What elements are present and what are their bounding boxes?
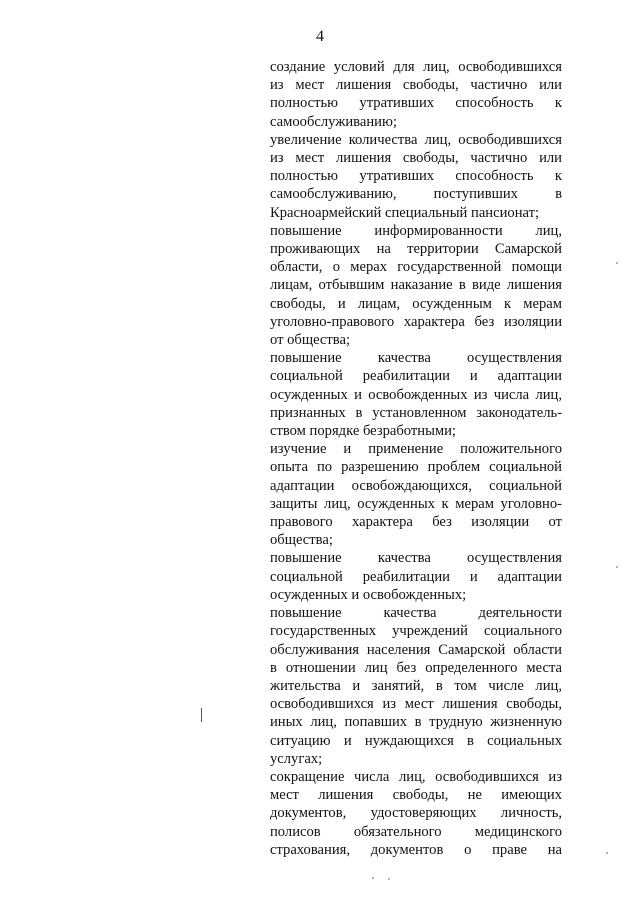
text-line: государственных учреждений социального [270,623,562,640]
text-line: лицам, отбывшим наказание в виде лишения [270,277,562,294]
text-line: изучение и применение положительного [270,441,562,458]
text-line: самообслуживанию; [270,113,397,130]
text-line: правового характера без изоляции от [270,514,562,531]
text-line: жительства и занятий, в том числе лиц, [270,677,562,694]
scan-speck [616,262,618,264]
scan-speck [388,878,390,880]
text-line: опыта по разрешению проблем социальной [270,459,562,476]
text-line: социальной реабилитации и адаптации [270,368,562,385]
text-line: ситуацию и нуждающихся в социальных [270,732,562,749]
text-line: осужденных и освобожденных из числа лиц, [270,386,562,403]
text-line: повышение информированности лиц, [270,222,562,239]
text-line: проживающих на территории Самарской [270,241,562,258]
scan-speck [372,877,374,879]
text-line: в отношении лиц без определенного места [270,659,562,676]
text-line: сокращение числа лиц, освободившихся из [270,768,562,785]
text-line: адаптации освобождающихся, социальной [270,477,562,494]
text-line: иных лиц, попавших в трудную жизненную [270,714,562,731]
text-line: полисов обязательного медицинского [270,823,562,840]
text-line: обслуживания населения Самарской области [270,641,562,658]
text-line: от общества; [270,332,351,349]
text-line: из мест лишения свободы, частично или [270,77,562,94]
scan-speck [616,566,618,568]
text-line: повышение качества осуществления [270,350,562,367]
scan-speck [606,852,608,854]
text-line: услугах; [270,750,323,767]
text-line: области, о мерах государственной помощи [270,259,562,276]
text-line: страхования, документов о праве на [270,841,562,858]
text-line: ством порядке безработными; [270,423,456,440]
text-line: защиты лиц, осужденных к мерам уголовно- [270,495,562,512]
margin-mark [201,708,202,722]
text-line: создание условий для лиц, освободившихся [270,59,562,75]
text-line: полностью утративших способность к [270,95,562,112]
text-line: повышение качества деятельности [270,605,562,622]
text-line: свободы, и лицам, осужденным к мерам [270,295,562,312]
text-line: полностью утративших способность к [270,168,562,185]
text-line: освободившихся из мест лишения свободы, [270,696,562,713]
text-line: социальной реабилитации и адаптации [270,568,562,585]
text-line: Красноармейский специальный пансионат; [270,204,540,221]
text-line: самообслуживанию, поступивших в [270,186,562,203]
text-line: мест лишения свободы, не имеющих [270,787,562,804]
text-line: осужденных и освобожденных; [270,586,467,603]
text-line: общества; [270,532,333,549]
text-line: из мест лишения свободы, частично или [270,150,562,167]
text-line: признанных в установленном законодатель- [270,404,562,421]
text-line: повышение качества осуществления [270,550,562,567]
document-body [270,58,562,859]
text-line: уголовно-правового характера без изоляции [270,313,562,330]
text-line: документов, удостоверяющих личность, [270,805,562,822]
text-line: увеличение количества лиц, освободившихся [270,131,562,148]
page-number: 4 [316,28,324,45]
